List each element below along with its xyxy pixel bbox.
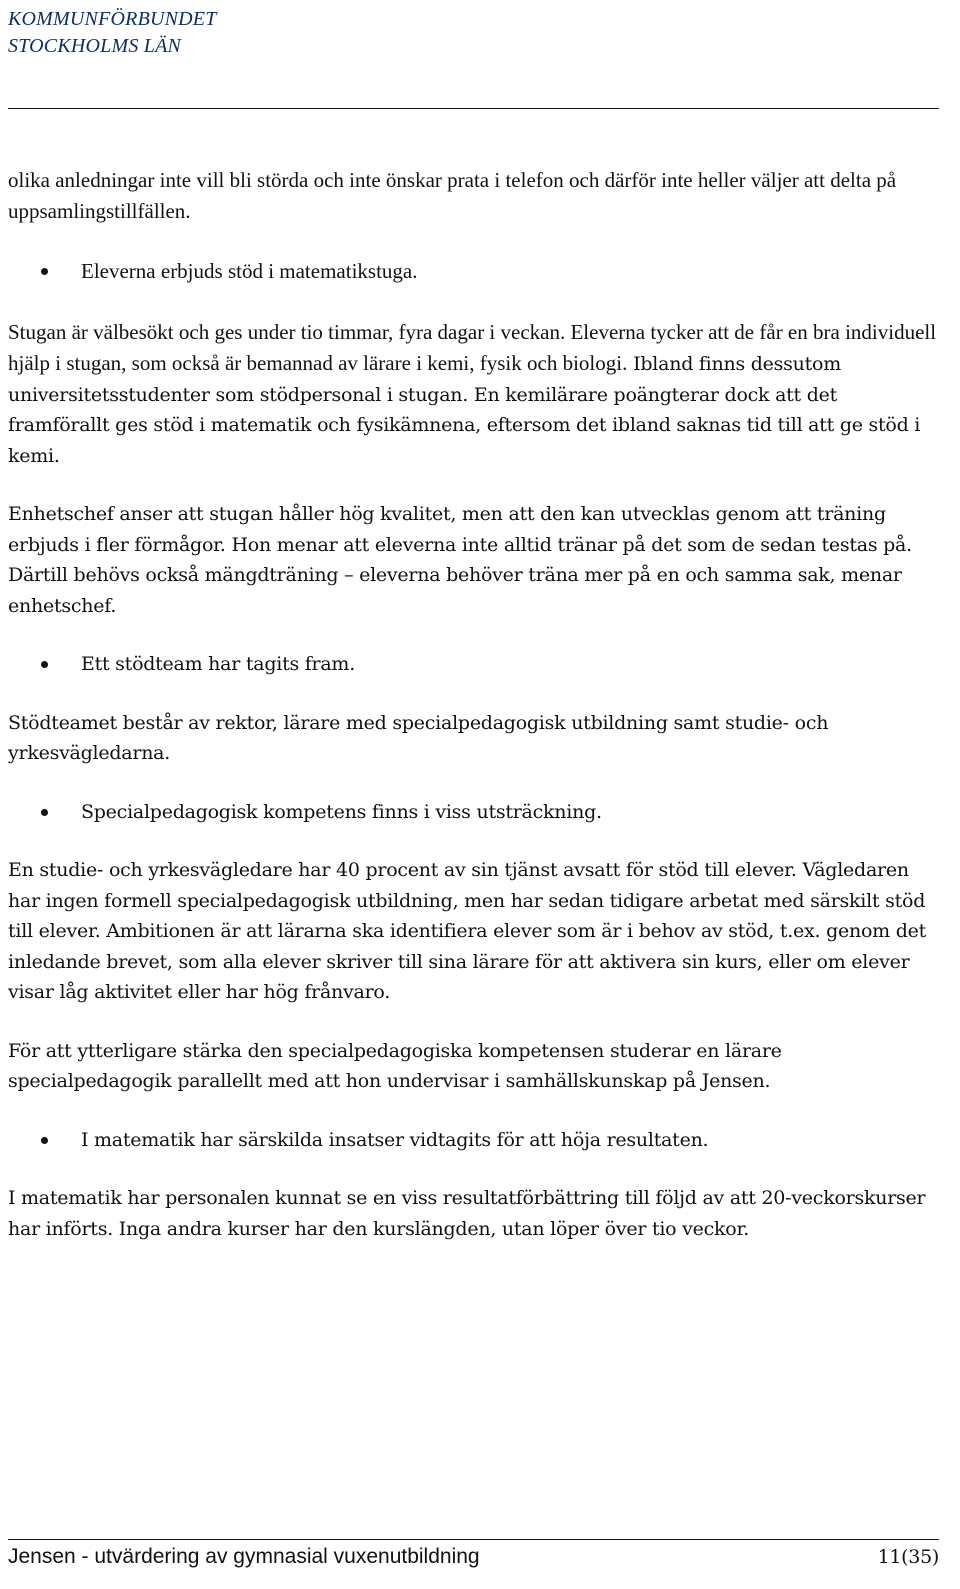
organization-name-line-2: STOCKHOLMS LÄN xyxy=(8,35,182,57)
paragraph: Enhetschef anser att stugan håller hög kvalitet, men att den kan utvecklas genom att träning erbjuds i fler förmågor. Hon menar att eleverna inte alltid tränar på det som de sedan testas på. Därtill behövs också mängdträning – eleverna behöver träna mer på en och samma sak, menar enhetschef. xyxy=(8,503,912,617)
bullet-icon xyxy=(41,1137,48,1144)
bullet-text: Specialpedagogisk kompetens finns i viss utsträckning. xyxy=(81,800,602,823)
organization-name-line-1: KOMMUNFÖRBUNDET xyxy=(8,8,217,30)
footer-divider xyxy=(8,1539,939,1540)
paragraph-serif-text: Stugan är välbesökt och ges under tio timmar, fyra dagar i veckan. Eleverna tycker att de får en bra individuell hjälp i stugan, som också är bemannad av lärare i kemi, fysik och biologi. xyxy=(8,319,937,375)
bullet-item xyxy=(8,1125,940,1156)
bullet-text: Eleverna erbjuds stöd i matematikstuga. xyxy=(81,259,418,283)
document-body xyxy=(8,165,940,1244)
paragraph: För att ytterligare stärka den specialpedagogiska kompetensen studerar en lärare specialpedagogik parallellt med att hon undervisar i samhällskunskap på Jensen. xyxy=(8,1039,782,1092)
paragraph: I matematik har personalen kunnat se en viss resultatförbättring till följd av att 20-veckorskurser har införts. Inga andra kurser har den kurslängden, utan löper över tio veckor. xyxy=(8,1187,926,1240)
bullet-icon xyxy=(41,268,48,275)
footer-document-title: Jensen - utvärdering av gymnasial vuxenutbildning xyxy=(8,1545,480,1568)
bullet-icon xyxy=(41,661,48,668)
bullet-item xyxy=(8,797,940,828)
paragraph: Stödteamet består av rektor, lärare med specialpedagogisk utbildning samt studie- och yrkesvägledarna. xyxy=(8,711,829,764)
header-divider xyxy=(8,108,939,109)
paragraph-text: Ibland finns dessutom universitetsstudenter som stödpersonal i stugan. En kemilärare poängterar dock att det framförallt ges stöd i matematik och fysikämnena, eftersom det ibland saknas tid till att ge stöd i kemi. xyxy=(8,353,921,467)
bullet-text: I matematik har särskilda insatser vidtagits för att höja resultaten. xyxy=(81,1128,709,1151)
organization-name xyxy=(8,6,217,60)
bullet-text: Ett stödteam har tagits fram. xyxy=(81,653,355,675)
page-number: 11(35) xyxy=(877,1546,939,1568)
bullet-icon xyxy=(41,809,48,816)
paragraph xyxy=(8,317,940,472)
bullet-item xyxy=(8,649,940,680)
bullet-item xyxy=(8,256,940,287)
paragraph: En studie- och yrkesvägledare har 40 procent av sin tjänst avsatt för stöd till elever. Vägledaren har ingen formell specialpedagogisk utbildning, men har sedan tidigare arbetat med särskilt stöd till elever. Ambitionen är att lärarna ska identifiera elever som är i behov av stöd, t.ex. genom det inledande brevet, som alla elever skriver till sina lärare för att aktivera sin kurs, eller om elever visar låg aktivitet eller har hög frånvaro. xyxy=(8,859,927,1003)
paragraph-continued: olika anledningar inte vill bli störda och inte önskar prata i telefon och därför inte heller väljer att delta på uppsamlingstillfällen. xyxy=(8,168,897,223)
